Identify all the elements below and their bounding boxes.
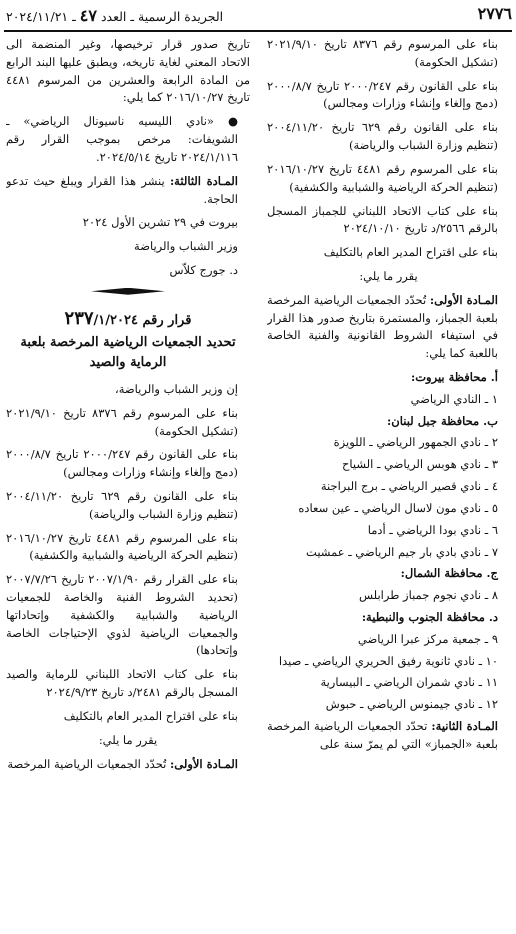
- club-item: ٨ ـ نادي نجوم جمباز طرابلس: [359, 588, 498, 603]
- consideration: بناء على اقتراح المدير العام بالتكليف: [323, 245, 498, 260]
- decides-heading: يقرر ما يلي:: [98, 732, 158, 747]
- consideration: بناء على القانون رقم ٦٢٩ تاريخ ٢٠٠٤/١١/٢٠ (تنظيم وزارة الشباب والرياضة): [6, 488, 238, 521]
- article-1: [6, 756, 250, 774]
- page-header: [4, 2, 512, 32]
- left-column: [6, 36, 250, 930]
- right-column: [267, 36, 510, 930]
- consideration: بناء على كتاب الاتحاد اللبناني للرماية والصيد المسجل بالرقم ٢٤٨١/د تاريخ ٢٠٢٤/٩/٢٣: [6, 667, 238, 700]
- licensed-club-bullet: ● «نادي الليسيه ناسيونال الرياضي» ـ الشويفات: مرخص بموجب القرار رقم ٢٠٢٤/١/١١٦ تاريخ ٢٠٢٤/٥/١٤.: [6, 114, 238, 164]
- page-number: ٢٧٧٦: [477, 4, 512, 23]
- place-date: بيروت في ٢٩ تشرين الأول ٢٠٢٤: [82, 215, 238, 230]
- decision-number: ٢٣٧: [64, 307, 94, 329]
- article-2-label: المـادة الثانية:: [431, 719, 498, 733]
- consideration: بناء على المرسوم رقم ٤٤٨١ تاريخ ٢٠١٦/١٠/٢٧ (تنظيم الحركة الرياضية والشبابية والكشفية): [6, 530, 238, 563]
- region-title: ج. محافظة الشمال:: [400, 566, 498, 581]
- region-title: د. محافظة الجنوب والنبطية:: [361, 609, 498, 624]
- article-3: [6, 173, 250, 209]
- decision-heading: [6, 305, 250, 333]
- issue-date: ـ ٢٠٢٤/١١/٢١: [6, 9, 76, 24]
- article-1-label: المـادة الأولى:: [429, 292, 498, 307]
- consideration: بناء على المرسوم رقم ٨٣٧٦ تاريخ ٢٠٢١/٩/١٠ (تشكيل الحكومة): [6, 405, 238, 438]
- decision-subject: تحديد الجمعيات الرياضية المرخصة بلعبة الرماية والصيد: [20, 334, 236, 370]
- club-item: ٧ ـ نادي بادي بار جيم الرياضي ـ عمشيت: [306, 544, 498, 559]
- consideration: بناء على كتاب الاتحاد اللبناني للجمباز المسجل بالرقم ٢٥٦٦/د تاريخ ٢٠٢٤/١٠/١٠: [267, 203, 498, 236]
- decision-suffix: /١/٢٠٢٤: [93, 312, 138, 328]
- article-1-text: تُحدّد الجمعيات الرياضية المرخصة: [7, 756, 167, 771]
- consideration: بناء على القانون رقم ٢٠٠٠/٢٤٧ تاريخ ٢٠٠٠/٨/٧ (دمج وإلغاء وإنشاء وزارات ومجالس): [6, 447, 238, 480]
- article-2-text: تحدّد الجمعيات الرياضية المرخصة بلعبة «الجمباز» التي لم يمرّ سنة على: [267, 719, 498, 751]
- article-3-text: ينشر هذا القرار ويبلغ حيث تدعو الحاجة.: [6, 173, 238, 206]
- consideration: بناء على القانون رقم ٦٢٩ تاريخ ٢٠٠٤/١١/٢٠ (تنظيم وزارة الشباب والرياضة): [267, 120, 498, 153]
- article-1-label: المـادة الأولى:: [169, 756, 238, 771]
- region-title: أ. محافظة بيروت:: [410, 370, 498, 384]
- consideration: بناء على القانون رقم ٢٠٠٠/٢٤٧ تاريخ ٢٠٠٠/٨/٧ (دمج وإلغاء وإنشاء وزارات ومجالس): [267, 78, 498, 111]
- minister-name: د. جورج كلاّس: [169, 262, 238, 277]
- club-item: ٩ ـ جمعية مركز عبرا الرياضي: [357, 631, 498, 646]
- section-separator: [91, 288, 165, 295]
- gazette-name: الجريدة الرسمية ـ العدد: [100, 9, 224, 24]
- club-item: ١٢ ـ نادي جيمنوس الرياضي ـ حبوش: [325, 697, 498, 712]
- club-item: ٣ ـ نادي هوبس الرياضي ـ الشياح: [341, 457, 498, 472]
- article-2-continuation: تاريخ صدور قرار ترخيصها، وغير المنضمة الى الاتحاد المعني لغاية تاريخه، ويطبق عليها البند الرابع من المادة الرابعة والعشرين من المرسوم ٤٤٨١ تاريخ ٢٠١٦/١٠/٢٧ كما يلي:: [6, 37, 250, 105]
- club-item: ٥ ـ نادي مون لاسال الرياضي ـ عين سعاده: [298, 500, 498, 515]
- club-item: ٤ ـ نادي قصير الرياضي ـ برج البراجنة: [320, 479, 498, 494]
- consideration: بناء على المرسوم رقم ٨٣٧٦ تاريخ ٢٠٢١/٩/١٠ (تشكيل الحكومة): [267, 37, 498, 69]
- consideration: بناء على المرسوم رقم ٤٤٨١ تاريخ ٢٠١٦/١٠/٢٧ (تنظيم الحركة الرياضية والشبابية والكشفية): [267, 161, 498, 194]
- club-item: ٦ ـ نادي بودا الرياضي ـ أدما: [367, 522, 498, 537]
- club-item: ١٠ ـ نادي ثانوية رفيق الحريري الرياضي ـ صيدا: [278, 653, 498, 668]
- club-item: ١١ ـ نادي شمران الرياضي ـ البيسارية: [320, 675, 498, 690]
- consideration: بناء على اقتراح المدير العام بالتكليف: [63, 708, 238, 723]
- decides-heading: يقرر ما يلي:: [359, 268, 418, 283]
- decision-label: قرار رقم: [142, 312, 192, 328]
- article-2: [267, 718, 510, 754]
- article-1: [267, 292, 510, 363]
- minister-intro: إن وزير الشباب والرياضة،: [115, 381, 238, 396]
- minister-title: وزير الشباب والرياضة: [134, 239, 238, 254]
- gazette-title: [6, 4, 223, 29]
- club-item: ١ ـ النادي الرياضي: [410, 391, 498, 406]
- article-3-label: المـادة الثالثة:: [169, 173, 238, 188]
- article-1-text: تُحدّد الجمعيات الرياضية المرخصة بلعبة الجمباز، والمستمرة بتاريخ صدور هذا القرار في استيفاء الشروط القانونية والفنية الخاصة باللعبة كما يلي:: [267, 292, 498, 361]
- consideration: بناء على القرار رقم ٢٠٠٧/١/٩٠ تاريخ ٢٠٠٧/٧/٢٦ (تحديد الشروط الفنية والخاصة للجمعيات الرياضية والشبابية والكشفية وإتحاداتها والجمعيات الرياضية لذوي الإحتياجات الخاصة وإتحادها): [6, 572, 238, 658]
- club-item: ٢ ـ نادي الجمهور الرياضي ـ اللويزة: [333, 435, 498, 450]
- region-title: ب. محافظة جبل لبنان:: [387, 413, 498, 428]
- issue-number: ٤٧: [79, 6, 97, 25]
